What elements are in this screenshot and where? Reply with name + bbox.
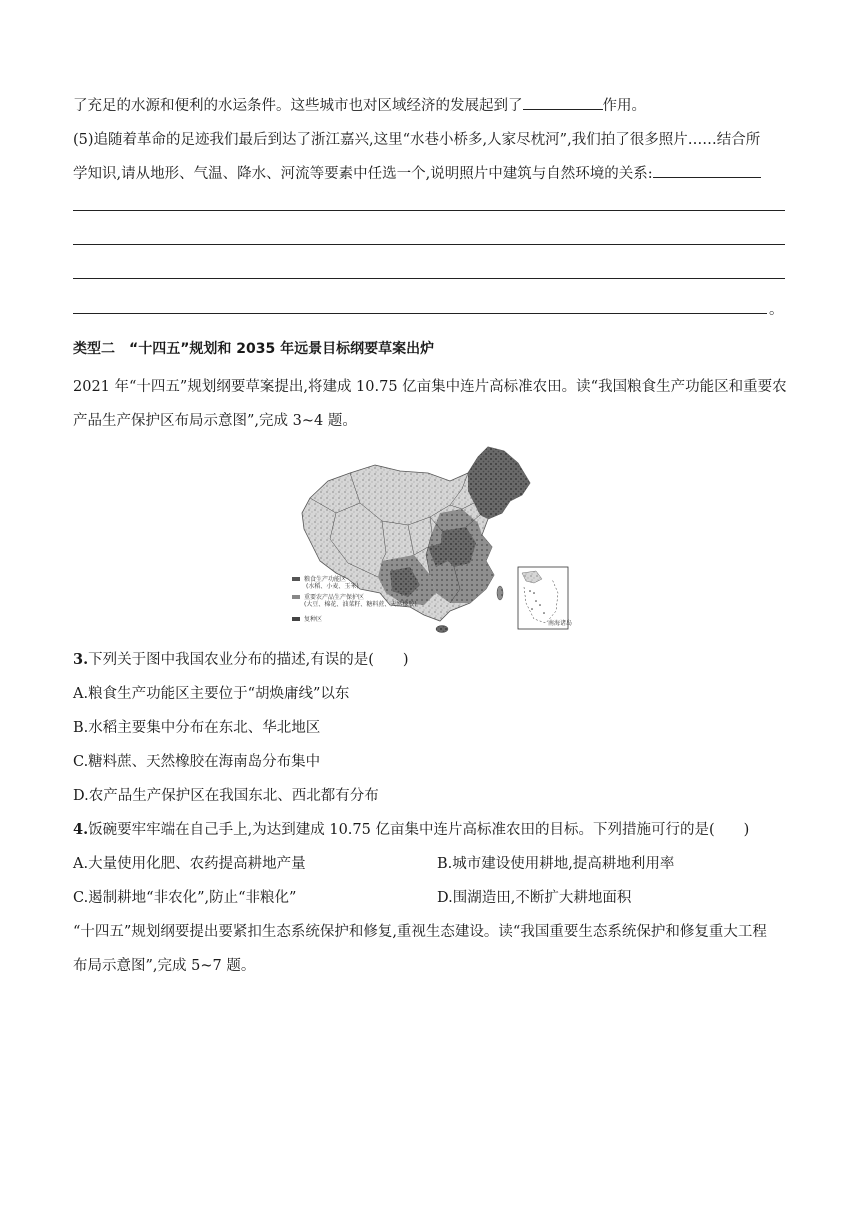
hainan-island bbox=[436, 626, 448, 633]
answer-line[interactable] bbox=[73, 278, 785, 279]
q3-stem bbox=[73, 648, 409, 669]
q5-line2 bbox=[73, 162, 761, 183]
intro1-line1: 2021 年“十四五”规划纲要草案提出,将建成 10.75 亿亩集中连片高标准农田。读“我国粮食生产功能区和重要农 bbox=[73, 379, 787, 395]
q3-option-b[interactable]: B.水稻主要集中分布在东北、华北地区 bbox=[73, 720, 321, 736]
answer-blank[interactable] bbox=[523, 95, 603, 110]
legend-sub-2: (大豆、棉花、油菜籽、糖料蔗、天然橡胶) bbox=[304, 601, 417, 608]
q3-option-c[interactable]: C.糖料蔗、天然橡胶在海南岛分布集中 bbox=[73, 754, 321, 770]
legend-swatch bbox=[292, 577, 300, 581]
legend-label-1: 粮食生产功能区 bbox=[304, 576, 347, 583]
q4-option-a[interactable]: A.大量使用化肥、农药提高耕地产量 bbox=[73, 856, 306, 872]
inset-label: 南海诸岛 bbox=[548, 620, 572, 627]
q4-option-c[interactable]: C.遏制耕地“非农化”,防止“非粮化” bbox=[73, 890, 297, 906]
legend-sub-1: (水稻、小麦、玉米) bbox=[306, 583, 359, 590]
q4-number: 4. bbox=[73, 821, 89, 838]
q3-option-d[interactable]: D.农产品生产保护区在我国东北、西北都有分布 bbox=[73, 788, 379, 804]
paragraph-text: 了充足的水源和便利的水运条件。这些城市也对区域经济的发展起到了 bbox=[73, 98, 523, 114]
legend-swatch bbox=[292, 595, 300, 599]
q4-option-b[interactable]: B.城市建设使用耕地,提高耕地利用率 bbox=[437, 856, 675, 872]
intro2-line1: “十四五”规划纲要提出要紧扣生态系统保护和修复,重视生态建设。读“我国重要生态系统保护和修复重大工程 bbox=[73, 924, 767, 940]
legend-label-3: 复种区 bbox=[304, 616, 323, 623]
map-svg bbox=[290, 443, 572, 633]
paragraph-suffix: 作用。 bbox=[602, 98, 646, 114]
q3-option-a[interactable]: A.粮食生产功能区主要位于“胡焕庸线”以东 bbox=[73, 686, 350, 702]
legend-label-2: 重要农产品生产保护区 bbox=[304, 594, 365, 601]
taiwan-island bbox=[497, 586, 503, 600]
answer-line[interactable] bbox=[73, 210, 785, 211]
q4-stem bbox=[73, 818, 749, 839]
china-agriculture-map bbox=[290, 443, 572, 633]
end-period: 。 bbox=[769, 302, 784, 318]
legend-swatch bbox=[292, 617, 300, 621]
q3-text: 下列关于图中我国农业分布的描述,有误的是( ) bbox=[88, 652, 409, 668]
answer-line[interactable] bbox=[73, 313, 767, 314]
q4-text: 饭碗要牢牢端在自己手上,为达到建成 10.75 亿亩集中连片高标准农田的目标。下列措施可行的是( ) bbox=[88, 822, 750, 838]
paragraph-continuation bbox=[73, 94, 646, 115]
south-china-sea-inset bbox=[518, 567, 572, 629]
q3-number: 3. bbox=[73, 651, 89, 668]
intro2-line2: 布局示意图”,完成 5~7 题。 bbox=[73, 958, 256, 974]
answer-blank[interactable] bbox=[653, 163, 761, 178]
section-heading: 类型二 “十四五”规划和 2035 年远景目标纲要草案出炉 bbox=[73, 341, 435, 357]
q5-line1: (5)追随着革命的足迹我们最后到达了浙江嘉兴,这里“水巷小桥多,人家尽枕河”,我们拍了很多照片……结合所 bbox=[73, 132, 761, 148]
intro1-line2: 产品生产保护区布局示意图”,完成 3~4 题。 bbox=[73, 413, 357, 429]
q4-option-d[interactable]: D.围湖造田,不断扩大耕地面积 bbox=[437, 890, 632, 906]
answer-line[interactable] bbox=[73, 244, 785, 245]
q5-line2-text: 学知识,请从地形、气温、降水、河流等要素中任选一个,说明照片中建筑与自然环境的关系: bbox=[73, 166, 653, 182]
